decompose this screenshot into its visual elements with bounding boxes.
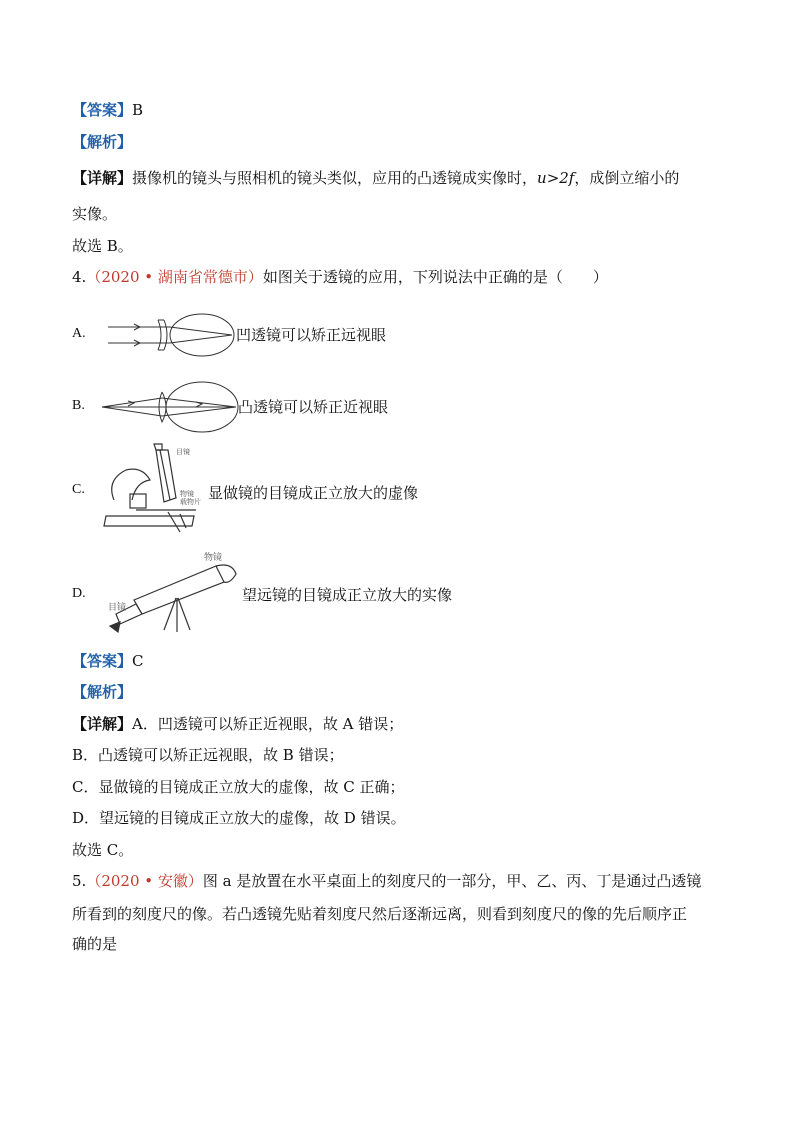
q3-detail-line [72,168,679,188]
detail-tag: 【详解】 [72,715,133,733]
answer-value: B [132,101,144,119]
q5-stem-line-3: 确的是 [72,935,118,953]
option-b-letter: B. [72,398,85,413]
option-a-letter: A. [72,326,86,341]
q5-stem-line: 5.（2020 • 安徽）图 a 是放置在水平桌面上的刻度尺的一部分，甲、乙、丙、丁是通过凸透镜 [72,872,702,890]
q4-detail-line: B．凸透镜可以矫正远视眼，故 B 错误； [72,746,344,764]
c-objective-label: 物镜 [180,491,194,498]
c-eyepiece-label: 目镜 [176,449,190,456]
analysis-tag: 【解析】 [72,133,133,151]
question-source: 2020 • 安徽 [101,872,188,890]
option-b-text: 凸透镜可以矫正近视眼 [238,398,389,416]
option-b-figure [100,378,240,436]
q4-detail-line: D．望远镜的目镜成正立放大的虚像，故 D 错误。 [72,809,406,827]
q3-detail-line-2 [72,204,117,224]
option-d-letter: D. [72,586,86,601]
q4-analysis-line [72,682,132,702]
answer-tag: 【答案】 [72,652,133,670]
question-source: 2020 • 湖南省常德市 [101,268,248,286]
q4-stem-line: 4.（2020 • 湖南省常德市）如图关于透镜的应用，下列说法中正确的是（ ） [72,268,608,286]
detail-text: 摄像机的镜头与照相机的镜头类似，应用的凸透镜成实像时， [132,169,538,187]
option-a-text: 凹透镜可以矫正远视眼 [236,326,387,344]
option-d-telescope-figure [106,548,242,634]
q4-conclusion: 故选 C。 [72,841,134,859]
q4-detail-line: C．显做镜的目镜成正立放大的虚像，故 C 正确； [72,778,405,796]
detail-text: A．凹透镜可以矫正近视眼，故 A 错误； [132,715,404,733]
q4-answer-line [72,651,144,671]
detail-text: 实像。 [72,205,118,223]
option-c-microscope-figure [96,440,208,536]
option-d-text: 望远镜的目镜成正立放大的实像 [242,586,453,604]
analysis-tag: 【解析】 [72,683,133,701]
q3-conclusion: 故选 B。 [72,237,133,255]
q4-detail-line [72,714,403,734]
question-stem: 图 a 是放置在水平桌面上的刻度尺的一部分，甲、乙、丙、丁是通过凸透镜 [202,872,702,890]
option-c-letter: C. [72,482,85,497]
detail-math: u>2f [537,169,575,187]
answer-value: C [132,652,144,670]
question-number: 4. [72,268,87,286]
c-stage-label: 载物片 [180,499,201,506]
q3-answer-line [72,100,143,120]
q5-stem-line-2: 所看到的刻度尺的像。若凸透镜先贴着刻度尺然后逐渐远离，则看到刻度尺的像的先后顺序正 [72,905,688,923]
question-number: 5. [72,872,87,890]
question-stem: 如图关于透镜的应用，下列说法中正确的是（ ） [262,268,608,286]
answer-tag: 【答案】 [72,101,133,119]
d-eyepiece-label: 目镜 [108,602,127,612]
detail-text: ，成倒立缩小的 [574,169,680,187]
d-objective-label: 物镜 [204,552,223,562]
detail-tag: 【详解】 [72,169,133,187]
option-a-figure [104,310,238,360]
option-c-text: 显做镜的目镜成正立放大的虚像 [208,484,419,502]
q3-analysis-line [72,132,132,152]
